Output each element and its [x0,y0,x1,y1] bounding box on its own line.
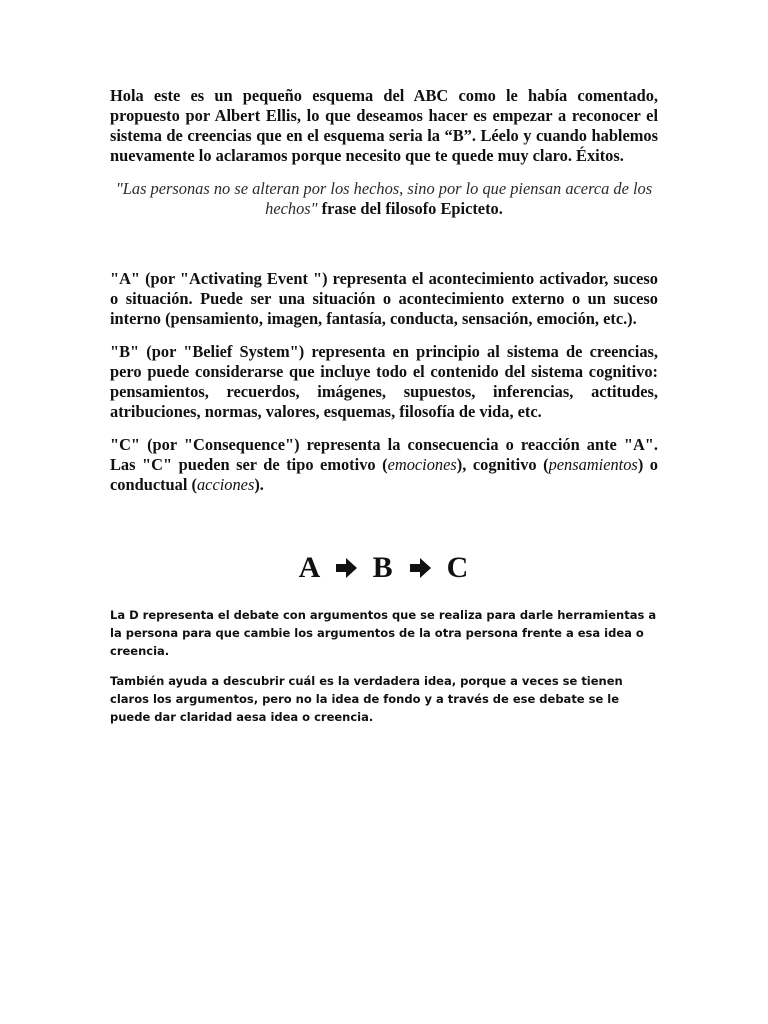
definition-c-part2: ), cognitivo ( [456,455,549,474]
definition-c-part4: ). [254,475,264,494]
right-arrow-icon [334,552,358,588]
quote-paragraph [110,179,658,219]
definition-c-part1: "C" (por "Consequence") representa la consecuencia o reacción ante "A". Las "C" pueden ser de tipo emotivo ( [110,435,658,474]
debate-paragraph-2: También ayuda a descubrir cuál es la verdadera idea, porque a veces se tienen claros los argumentos, pero no la idea de fondo y a través de ese debate se le puede dar claridad aesa idea o creencia. [110,674,623,725]
scheme-letter-c: C [446,551,470,584]
quote-text: "Las personas no se alteran por los hechos, sino por lo que piensan acerca de los hechos" [115,179,653,218]
definition-b: "B" (por "Belief System") representa en principio al sistema de creencias, pero puede considerarse que incluye todo el contenido del sistema cognitivo: pensamientos, recuerdos, imágenes, supuestos, inferencias, actitudes, atribuciones, normas, valores, esquemas, filosofía de vida, etc. [110,342,658,421]
abc-scheme [110,550,658,588]
debate-paragraph-1: La D representa el debate con argumentos que se realiza para darle herramientas a la persona para que cambie los argumentos de la otra persona frente a esa idea o creencia. [110,608,657,659]
definition-c [110,435,658,495]
definition-a: "A" (por "Activating Event ") representa el acontecimiento activador, suceso o situación. Puede ser una situación o acontecimiento externo o un suceso interno (pensamiento, imagen, fantasía, conducta, sensación, emoción, etc.). [110,269,658,328]
definition-c-pensamientos: pensamientos [548,455,638,474]
scheme-letter-a: A [298,551,320,584]
definition-c-acciones: acciones [196,475,255,494]
definition-c-part3: ) o conductual ( [110,455,658,494]
document-page [110,86,658,726]
right-arrow-icon [408,552,432,588]
intro-paragraph: Hola este es un pequeño esquema del ABC como le había comentado, propuesto por Albert Ellis, lo que deseamos hacer es empezar a reconocer el sistema de creencias que en el esquema seria la “B”. Léelo y cuando hablemos nuevamente lo aclaramos porque necesito que te quede muy claro. Éxitos. [110,86,658,165]
quote-attribution: frase del filosofo Epicteto. [317,199,503,218]
definition-c-emociones: emociones [387,455,457,474]
scheme-letter-b: B [372,551,394,584]
